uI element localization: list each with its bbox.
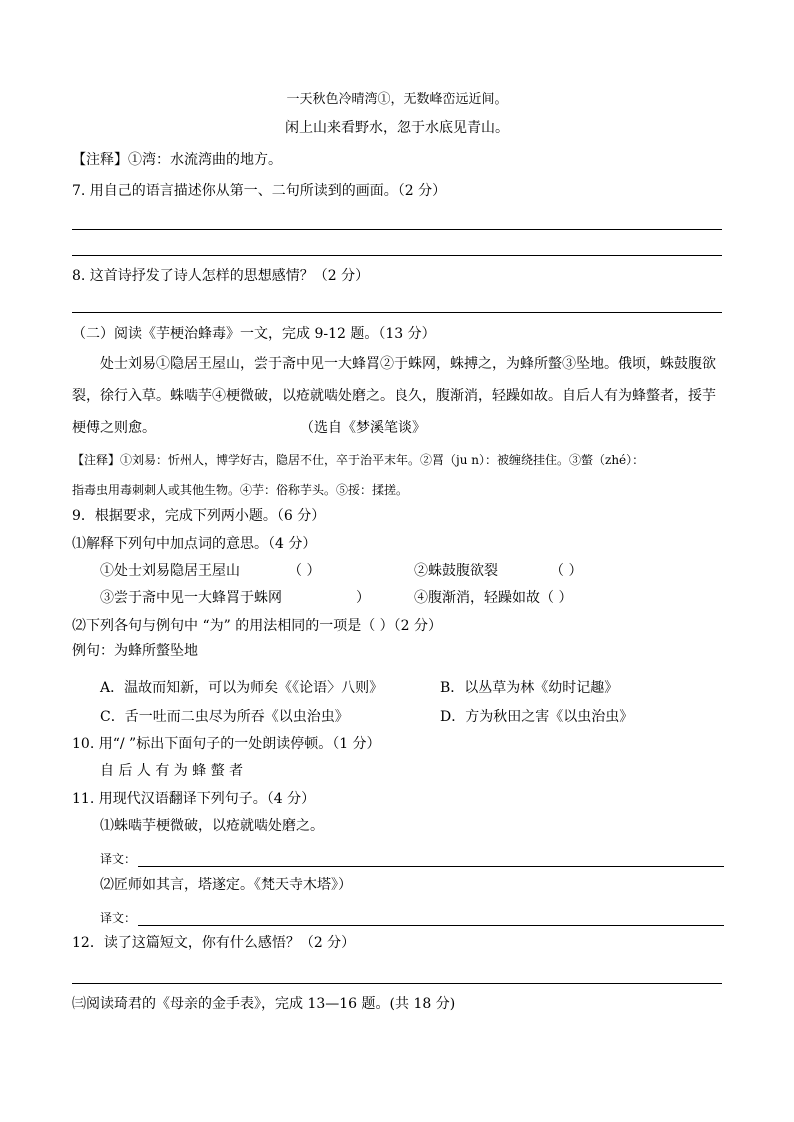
q9-item-3-blank[interactable]: ）	[356, 590, 370, 606]
question-9-sub-2: ⑵下列各句与例句中 “为” 的用法相同的一项是（ ）（2 分）	[72, 618, 443, 634]
q9-item-2-blank[interactable]: （ ）	[550, 563, 583, 579]
passage-line-2: 裂，徐行入草。蛛啮芋④梗微破，以疮就啮处磨之。良久，腹渐消，轻躁如故。自后人有为蜂螫者，挼芋	[72, 388, 716, 404]
question-12: 12．读了这篇短文，你有什么感悟？（2 分）	[72, 935, 356, 951]
q11-sentence-2: ⑵匠师如其言，塔遂定。《梵天寺木塔》）	[100, 877, 352, 893]
poem-note: 【注释】①湾：水流湾曲的地方。	[72, 152, 282, 168]
question-7: 7. 用自己的语言描述你从第一、二句所读到的画面。（2 分）	[72, 183, 447, 199]
q9-item-1-blank[interactable]: （ ）	[288, 563, 321, 579]
question-10: 10. 用“/ ”标出下面句子的一处朗读停顿。（1 分）	[72, 736, 381, 752]
section-3-heading: ㈢阅读琦君的《母亲的金手表》，完成 13—16 题。(共 18 分)	[72, 996, 456, 1012]
answer-line[interactable]	[72, 229, 722, 230]
q9-item-3: ③尝于斋中见一大蜂罥于蛛网	[100, 590, 282, 606]
option-a[interactable]: A．温故而知新，可以为师矣《《论语〉八则》	[100, 680, 384, 696]
q9-item-1: ①处士刘易隐居王屋山	[100, 563, 240, 579]
option-b[interactable]: B．以丛草为林《幼时记趣》	[440, 680, 619, 696]
example-sentence: 例句：为蜂所螫坠地	[72, 643, 198, 659]
passage-source: （选自《梦溪笔谈》	[300, 420, 426, 436]
q9-item-4-blank[interactable]: （ ）	[540, 590, 573, 606]
section-2-heading: （二）阅读《芋梗治蜂毒》一文，完成 9-12 题。（13 分）	[72, 326, 436, 342]
passage-note-2: 指毒虫用毒刺刺人或其他生物。④芋：俗称芋头。⑤挼：揉搓。	[72, 483, 409, 497]
passage-note-1: 【注释】①刘易：忻州人，博学好古，隐居不仕，卒于治平末年。②罥（ju n）：被缠绕挂住。③螫（zhé）：	[72, 453, 645, 467]
answer-line[interactable]	[72, 312, 722, 313]
translation-line-1[interactable]	[138, 866, 724, 867]
option-d[interactable]: D．方为秋田之害《以虫治虫》	[440, 709, 634, 725]
poem-line-1: 一天秋色冷晴湾①，无数峰峦远近间。	[286, 92, 508, 107]
question-11: 11. 用现代汉语翻译下列句子。（4 分）	[72, 791, 316, 807]
passage-line-3: 梗傅之则愈。	[72, 420, 156, 436]
answer-line[interactable]	[72, 255, 722, 256]
q9-item-2: ②蛛鼓腹欲裂	[414, 563, 498, 579]
translation-label-1: 译文：	[100, 852, 137, 866]
translation-line-2[interactable]	[138, 925, 724, 926]
poem-line-2: 闲上山来看野水，忽于水底见青山。	[285, 120, 509, 136]
translation-label-2: 译文：	[100, 911, 137, 925]
question-9-sub-1: ⑴解释下列句中加点词的意思。（4 分）	[72, 536, 317, 552]
answer-line[interactable]	[72, 983, 722, 984]
passage-line-1: 处士刘易①隐居王屋山，尝于斋中见一大蜂罥②于蛛网，蛛搏之，为蜂所螫③坠地。俄顷，蛛鼓腹欲	[100, 356, 716, 372]
q11-sentence-1: ⑴蛛啮芋梗微破，以疮就啮处磨之。	[100, 818, 324, 834]
q10-sentence[interactable]: 自 后 人 有 为 蜂 螫 者	[100, 763, 244, 779]
q9-item-4: ④腹渐消，轻躁如故	[414, 590, 540, 606]
option-c[interactable]: C．舌一吐而二虫尽为所吞《以虫治虫》	[100, 709, 349, 725]
question-9: 9．根据要求，完成下列两小题。（6 分）	[72, 508, 326, 524]
question-8: 8. 这首诗抒发了诗人怎样的思想感情？（2 分）	[72, 268, 370, 284]
